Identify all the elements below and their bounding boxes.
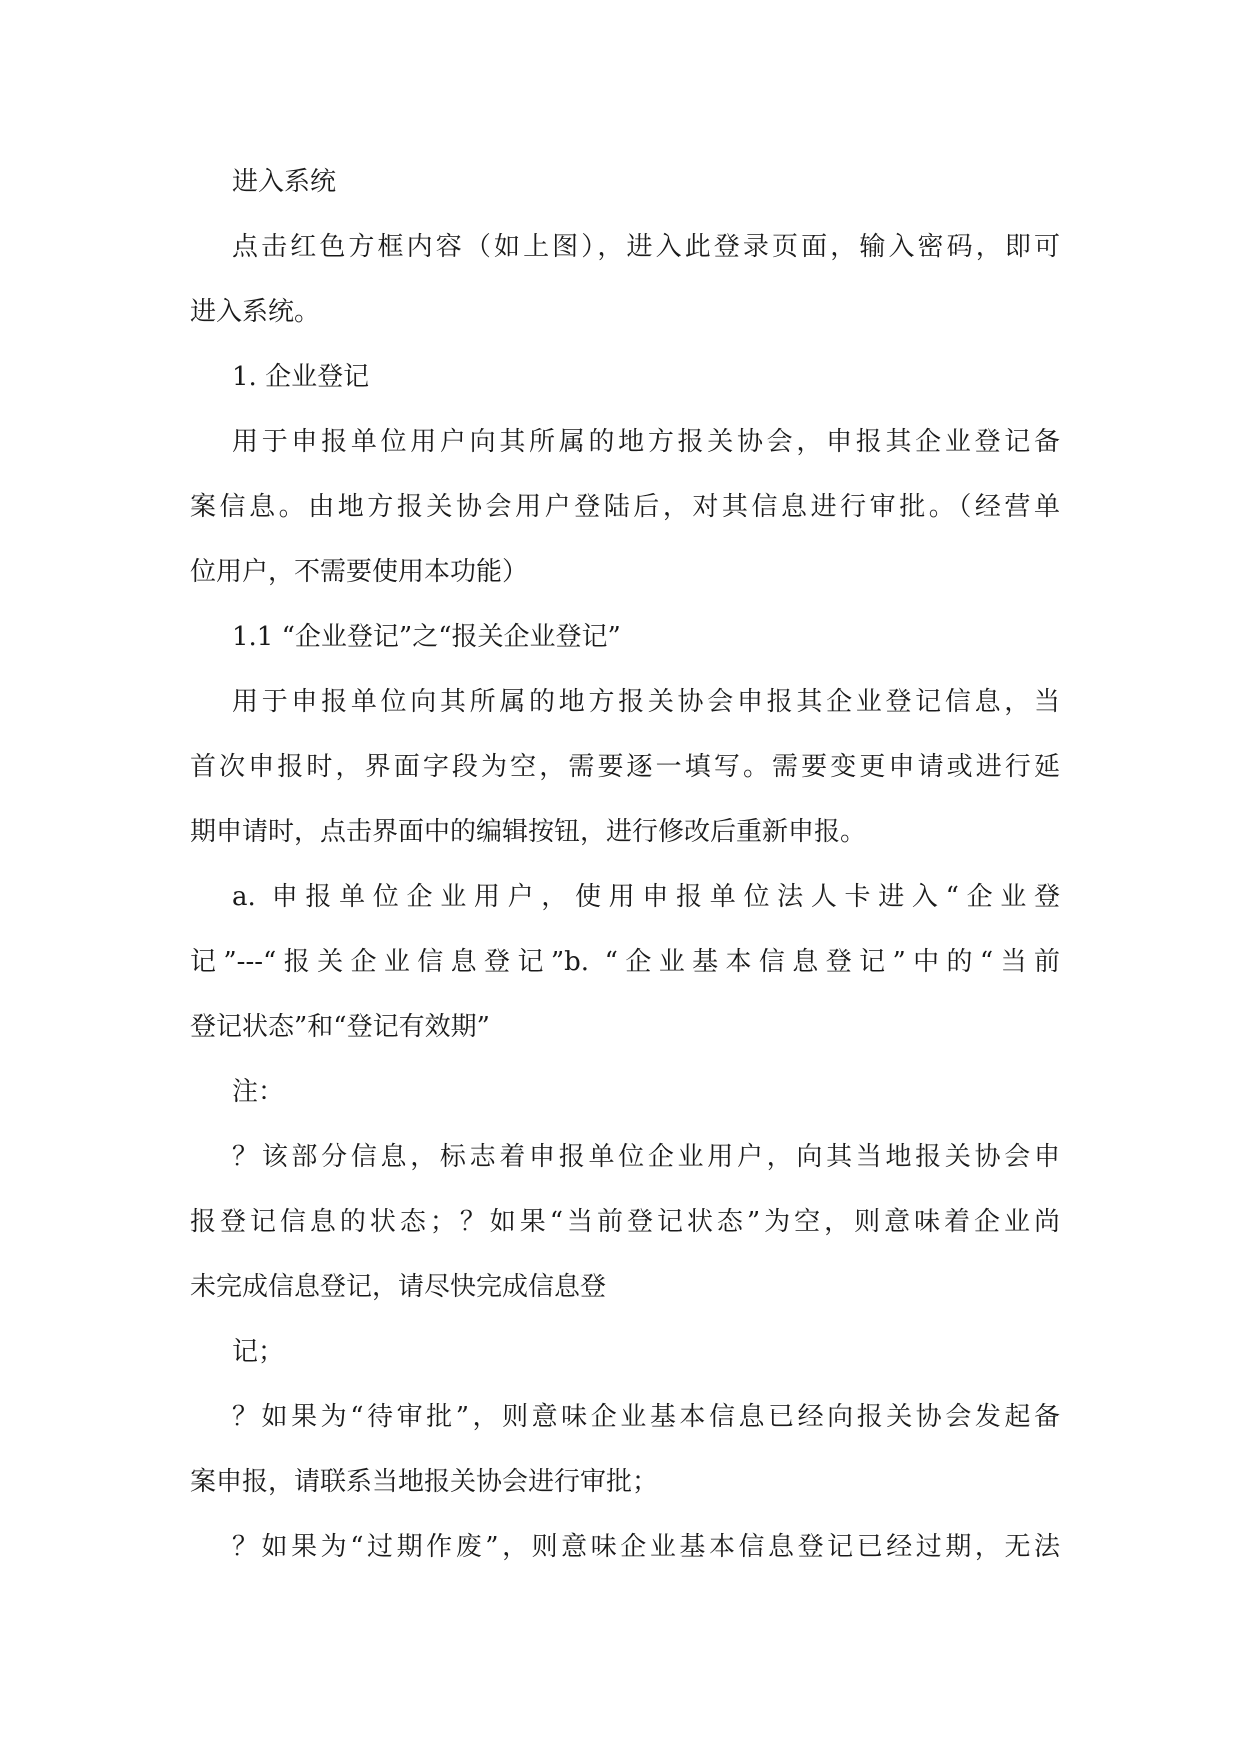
paragraph-text-line: 案信息。由地方报关协会用户登陆后，对其信息进行审批。（经营单 (190, 492, 1060, 522)
paragraph-text-line: a. 申报单位企业用户，使用申报单位法人卡进入“企业登 (232, 882, 1060, 912)
paragraph-text-line: ？如果为“待审批”，则意味企业基本信息已经向报关协会发起备 (232, 1402, 1060, 1432)
paragraph-text-line: 记； (232, 1337, 285, 1367)
paragraph-text-line: 点击红色方框内容（如上图），进入此登录页面，输入密码，即可 (232, 232, 1060, 262)
paragraph-text-line: 报登记信息的状态；？如果“当前登记状态”为空，则意味着企业尚 (190, 1207, 1060, 1237)
section-heading-1: 1. 企业登记 (232, 362, 370, 392)
paragraph-text-line: ？该部分信息，标志着申报单位企业用户，向其当地报关协会申 (232, 1142, 1060, 1172)
paragraph-text-line: 期申请时，点击界面中的编辑按钮，进行修改后重新申报。 (190, 817, 867, 847)
paragraph-text-line: 首次申报时，界面字段为空，需要逐一填写。需要变更申请或进行延 (190, 752, 1060, 782)
paragraph-text-line: 案申报，请联系当地报关协会进行审批； (190, 1467, 659, 1497)
paragraph-text-line: 登记状态”和“登记有效期” (190, 1012, 490, 1042)
paragraph-text-line: 进入系统。 (190, 297, 321, 327)
heading-enter-system: 进入系统 (232, 167, 337, 197)
paragraph-text-line: 未完成信息登记，请尽快完成信息登 (190, 1272, 607, 1302)
note-label: 注： (232, 1077, 285, 1107)
paragraph-text-line: 位用户，不需要使用本功能） (190, 557, 529, 587)
paragraph-text-line: 记”---“报关企业信息登记”b. “企业基本信息登记”中的“当前 (190, 947, 1060, 977)
paragraph-text-line: 用于申报单位用户向其所属的地方报关协会，申报其企业登记备 (232, 427, 1060, 457)
paragraph-text-line: ？如果为“过期作废”，则意味企业基本信息登记已经过期，无法 (232, 1532, 1060, 1562)
paragraph-text-line: 用于申报单位向其所属的地方报关协会申报其企业登记信息，当 (232, 687, 1060, 717)
section-heading-1-1: 1.1 “企业登记”之“报关企业登记” (232, 622, 621, 652)
